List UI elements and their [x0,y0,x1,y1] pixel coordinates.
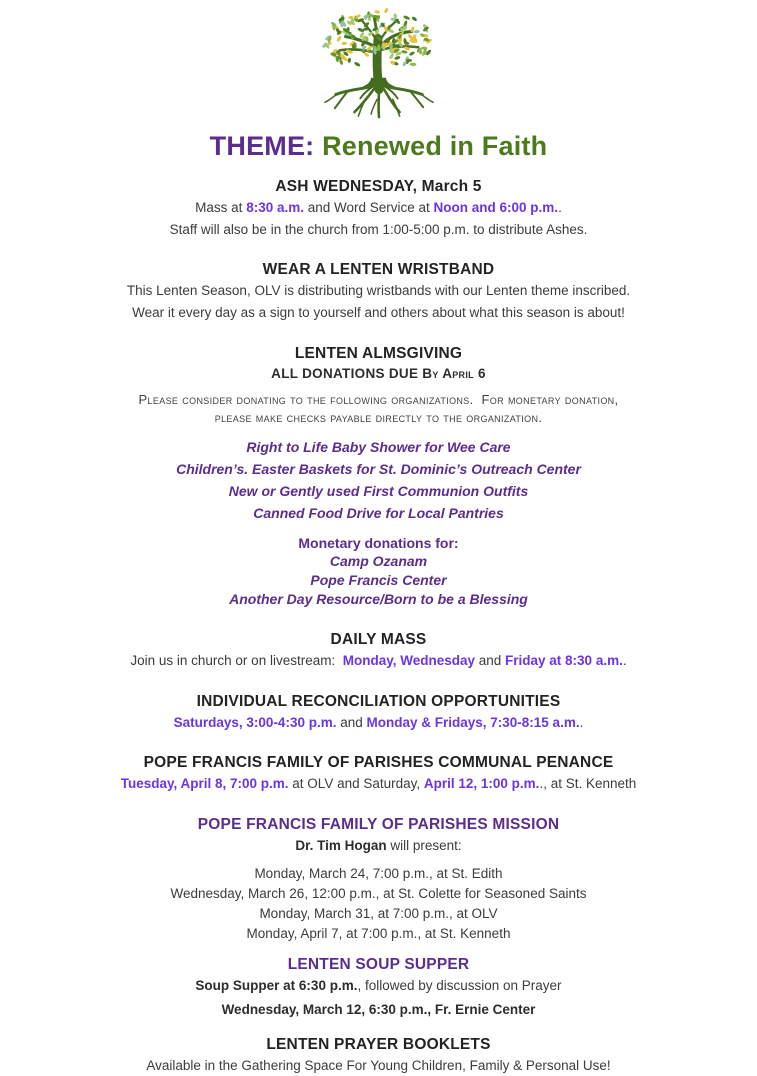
note-line-2: please make checks payable directly to the organization. [214,409,543,425]
soup-supper-line-1 [0,977,757,996]
section-almsgiving [0,345,757,610]
penance-date-1: Tuesday, April 8, 7:00 p.m. [120,776,289,792]
organization-item: Children’s. Easter Baskets for St. Dominic’s Outreach Center [176,460,581,477]
text-segment: and [475,653,506,669]
text-segment: ., at St. Kenneth [539,776,637,792]
text-segment: . [622,653,627,669]
tree-of-life-icon [303,5,455,121]
daily-mass-title: DAILY MASS [330,631,427,649]
prayer-booklets-title: LENTEN PRAYER BOOKLETS [266,1035,491,1053]
mission-presenter-line [0,837,757,856]
text-segment: and [336,714,367,730]
section-parishes-mission [0,816,757,944]
prayer-booklets-line: Available in the Gathering Space For Young Children, Family & Personal Use! [146,1057,611,1073]
section-reconciliation [0,693,757,733]
note-line-1: Please consider donating to the following organizations. For monetary donation, [138,391,619,407]
mass-days: Monday, Wednesday [342,653,475,669]
reconciliation-title: INDIVIDUAL RECONCILIATION OPPORTUNITIES [196,692,561,710]
saturday-times: Saturdays, 3:00-4:30 p.m. [173,714,337,730]
tree-roots [324,85,432,117]
theme-value: Renewed in Faith [314,131,548,161]
almsgiving-deadline: ALL DONATIONS DUE By April 6 [271,365,486,381]
monetary-donation-list [0,553,757,609]
section-soup-supper [0,956,757,1020]
organization-item: New or Gently used First Communion Outfits [228,482,529,499]
theme-heading [0,131,757,162]
section-prayer-booklets [0,1036,757,1076]
word-service-time: Noon and 6:00 p.m. [433,200,559,215]
monetary-donation-item: Camp Ozanam [329,553,428,570]
theme-label: THEME: [209,131,315,161]
daily-mass-line [0,652,757,671]
wristband-line-2: Wear it every day as a sign to yourself and others about what this season is about! [132,304,625,320]
communal-penance-line [0,775,757,794]
soup-supper-time: Soup Supper at 6:30 p.m. [195,977,358,993]
section-communal-penance [0,754,757,794]
wristband-title: WEAR A LENTEN WRISTBAND [262,261,495,279]
wristband-line-1: This Lenten Season, OLV is distributing wristbands with our Lenten theme inscribed. [126,283,631,299]
organization-item: Canned Food Drive for Local Pantries [253,504,504,521]
text-segment: at OLV and Saturday, [288,776,424,792]
almsgiving-title: LENTEN ALMSGIVING [294,344,463,362]
monetary-donation-item: Another Day Resource/Born to be a Blessing [229,591,528,608]
mission-schedule-item: Monday, March 24, 7:00 p.m., at St. Edith [254,865,503,881]
text-segment: Join us in church or on livestream: [130,653,343,669]
ash-wednesday-mass-line [0,199,757,218]
mass-time: 8:30 a.m. [246,200,304,215]
mission-schedule-item: Monday, April 7, at 7:00 p.m., at St. Kenneth [246,926,511,941]
monetary-donations-heading: Monetary donations for: [298,534,459,551]
reconciliation-line [0,714,757,733]
section-wristband [0,261,757,322]
soup-supper-line-2: Wednesday, March 12, 6:30 p.m., Fr. Ernie Center [221,1002,536,1018]
tree-of-life-logo [303,5,455,121]
soup-supper-title: LENTEN SOUP SUPPER [287,955,470,973]
mass-day-time: Friday at 8:30 a.m. [505,653,623,669]
parishes-mission-title: POPE FRANCIS FAMILY OF PARISHES MISSION [197,816,560,833]
section-ash-wednesday [0,178,757,239]
weekday-times: Monday & Fridays, 7:30-8:15 a.m. [366,714,580,730]
ash-wednesday-staff-line: Staff will also be in the church from 1:00-5:00 p.m. to distribute Ashes. [169,221,588,237]
text-segment: . [579,714,584,730]
text-segment: and Word Service at [303,200,434,215]
organization-item: Right to Life Baby Shower for Wee Care [246,438,511,455]
text-segment: , followed by discussion on Prayer [357,977,562,993]
communal-penance-title: POPE FRANCIS FAMILY OF PARISHES COMMUNAL PENANCE [143,754,614,772]
mission-schedule [0,865,757,944]
text-segment: . [558,200,562,215]
section-daily-mass [0,631,757,671]
almsgiving-note [0,391,757,427]
text-segment: will present: [386,838,462,853]
presenter-name: Dr. Tim Hogan [295,838,387,853]
mission-schedule-item: Wednesday, March 26, 12:00 p.m., at St. Colette for Seasoned Saints [170,885,587,901]
penance-date-2: April 12, 1:00 p.m. [423,776,540,792]
organization-list [0,439,757,523]
tree-trunk-flare [362,78,395,87]
text-segment: Mass at [195,200,247,215]
mission-schedule-item: Monday, March 31, at 7:00 p.m., at OLV [259,905,498,921]
monetary-donation-item: Pope Francis Center [310,572,447,589]
ash-wednesday-title: ASH WEDNESDAY, March 5 [275,178,482,195]
